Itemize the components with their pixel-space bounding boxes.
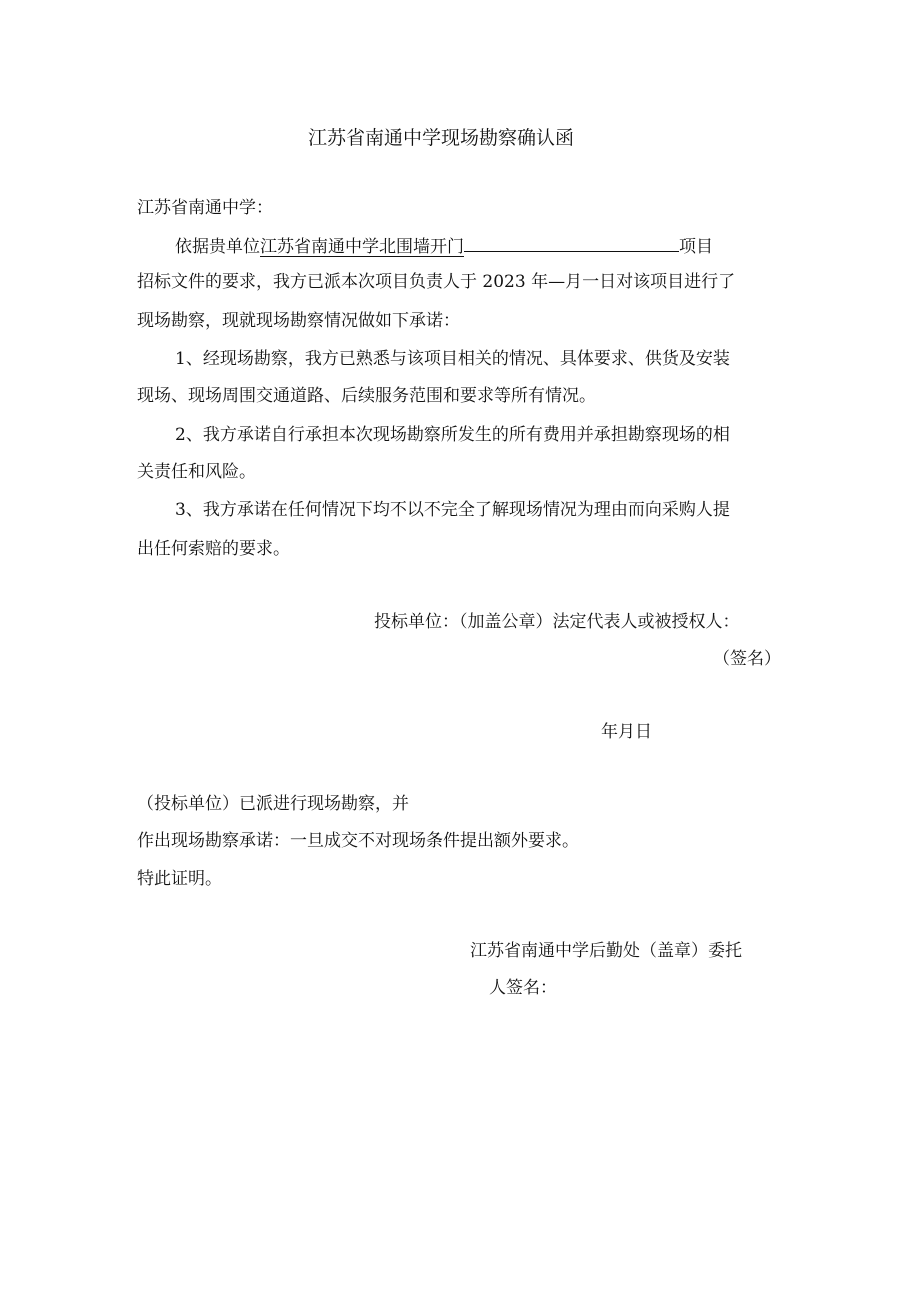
item-2-line-2: 关责任和风险。 [137,462,256,482]
intro-line-3: 现场勘察，现就现场勘察情况做如下承诺： [137,311,460,331]
date-line: 年月日 [601,722,652,742]
item-3-line-2: 出任何索赔的要求。 [137,539,290,559]
intro-suffix: 项目 [679,237,713,257]
confirmation-line-1: （投标单位）已派进行现场勘察，并 [137,794,409,814]
item-2-line-1: 2、我方承诺自行承担本次现场勘察所发生的所有费用并承担勘察现场的相 [175,425,730,445]
intro-prefix: 依据贵单位 [175,237,260,257]
bidder-signature-line-1: 投标单位：（加盖公章）法定代表人或被授权人： [374,612,740,632]
salutation: 江苏省南通中学： [137,198,273,218]
item-3-line-1: 3、我方承诺在任何情况下均不以不完全了解现场情况为理由而向采购人提 [175,500,730,520]
intro-line-1 [175,233,713,259]
school-signature-line-1: 江苏省南通中学后勤处（盖章）委托 [470,941,742,961]
document-title: 江苏省南通中学现场勘察确认函 [308,127,575,149]
intro-line-2: 招标文件的要求，我方已派本次项目负责人于 2023 年—月一日对该项目进行了 [137,272,736,292]
school-signature-line-2: 人签名： [489,978,557,998]
confirmation-line-2: 作出现场勘察承诺：一旦成交不对现场条件提出额外要求。 [137,831,579,851]
bidder-signature-line-2: （签名） [713,649,781,669]
project-name-blank [464,233,679,252]
confirmation-line-3: 特此证明。 [137,869,222,889]
project-name: 江苏省南通中学北围墙开门 [260,237,464,257]
item-1-line-1: 1、经现场勘察，我方已熟悉与该项目相关的情况、具体要求、供货及安装 [175,349,730,369]
item-1-line-2: 现场、现场周围交通道路、后续服务范围和要求等所有情况。 [137,386,596,406]
